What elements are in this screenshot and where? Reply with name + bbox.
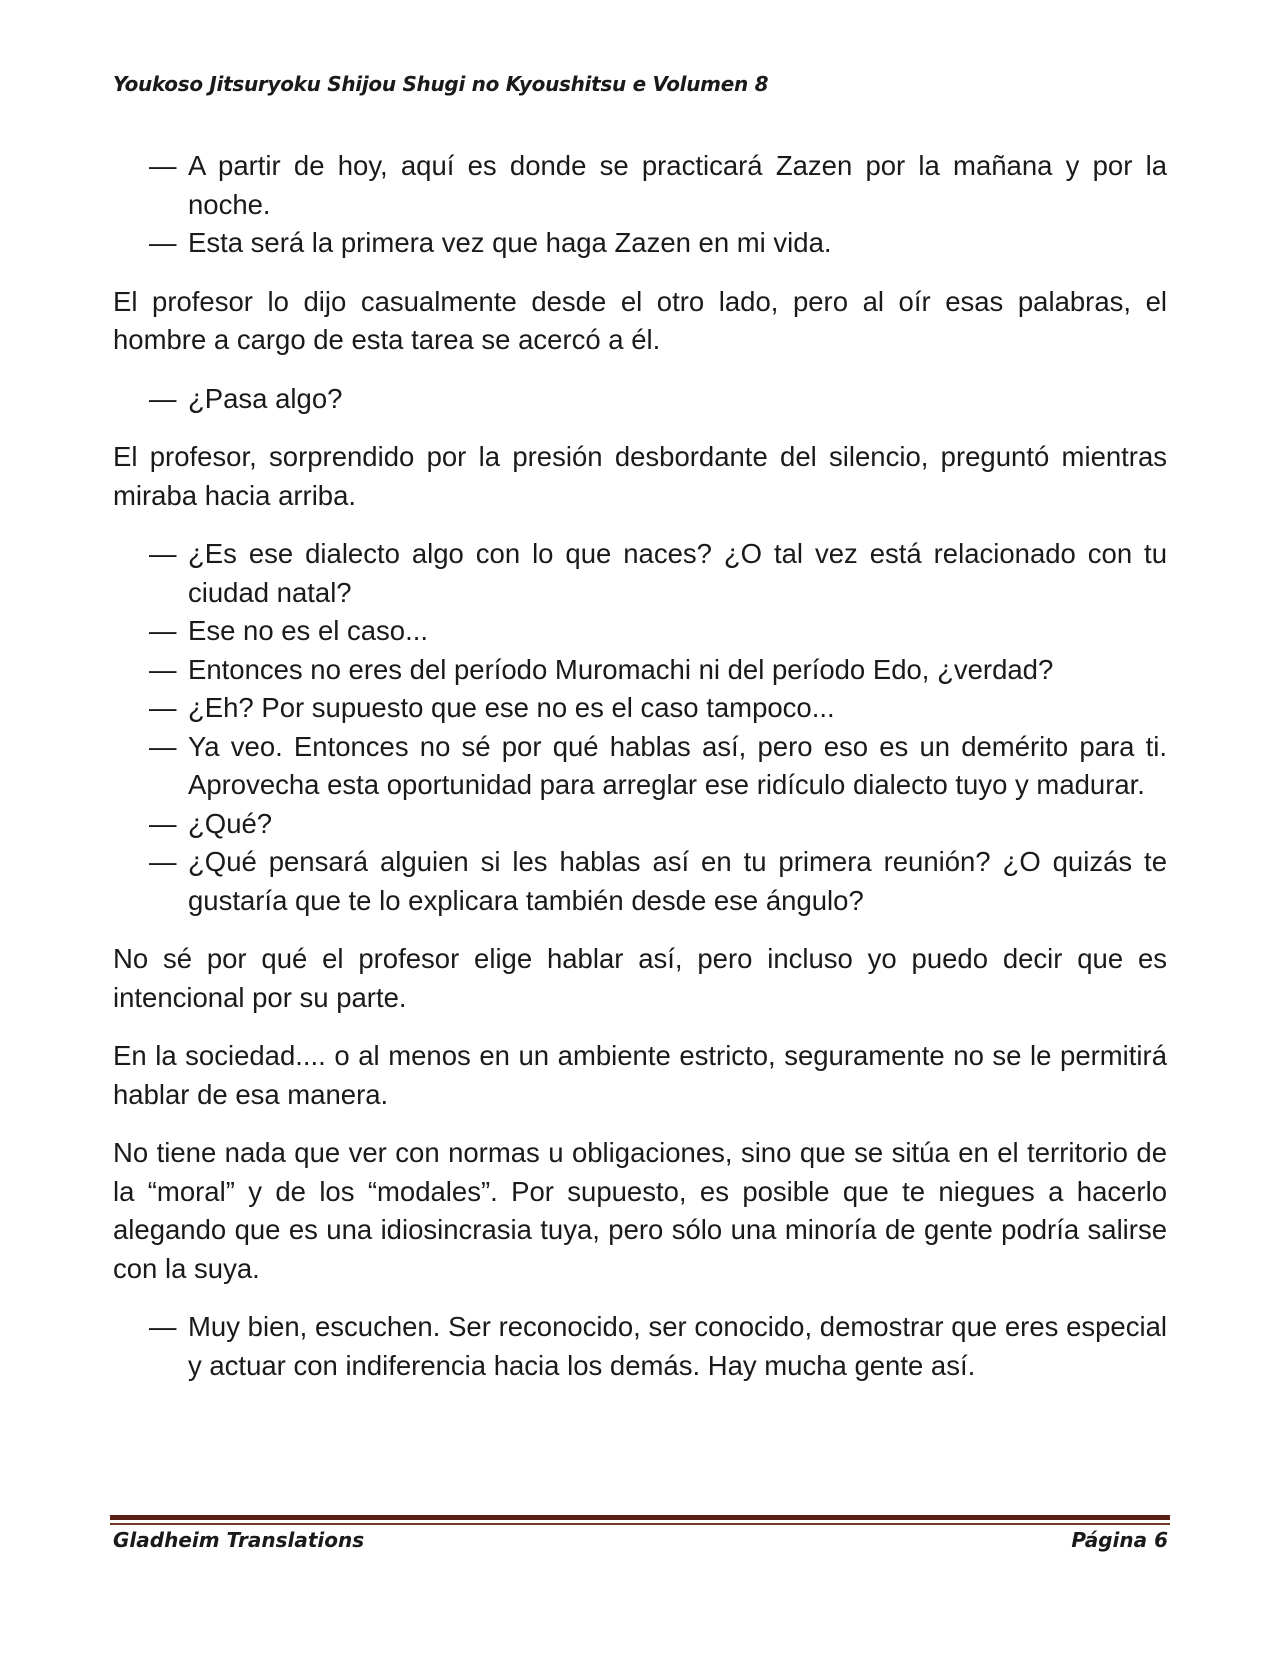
dialogue-line bbox=[113, 1308, 1167, 1385]
dialogue-line bbox=[113, 535, 1167, 612]
dialogue-dash: — bbox=[149, 227, 177, 258]
dialogue-dash: — bbox=[149, 692, 177, 723]
footer-divider-thin bbox=[110, 1523, 1170, 1525]
dialogue-line bbox=[113, 689, 1167, 728]
dialogue-line bbox=[113, 224, 1167, 263]
footer-publisher: Gladheim Translations bbox=[113, 1528, 365, 1552]
header-title: Youkoso Jitsuryoku Shijou Shugi no Kyoushitsu e Volumen 8 bbox=[113, 72, 769, 96]
dialogue-dash: — bbox=[149, 538, 177, 569]
dialogue-line bbox=[113, 380, 1167, 419]
dialogue-line bbox=[113, 843, 1167, 920]
dialogue-line bbox=[113, 805, 1167, 844]
dialogue-dash: — bbox=[149, 615, 177, 646]
paragraph: No sé por qué el profesor elige hablar así, pero incluso yo puedo decir que es intencional por su parte. bbox=[113, 943, 1167, 1013]
dialogue-text: Muy bien, escuchen. Ser reconocido, ser conocido, demostrar que eres especial y actuar con indiferencia hacia los demás. Hay mucha gente así. bbox=[188, 1311, 1167, 1381]
dialogue-dash: — bbox=[149, 846, 177, 877]
dialogue-group-3 bbox=[113, 535, 1167, 920]
paragraph: El profesor lo dijo casualmente desde el otro lado, pero al oír esas palabras, el hombre a cargo de esta tarea se acercó a él. bbox=[113, 285, 1167, 355]
dialogue-group-1 bbox=[113, 147, 1167, 263]
dialogue-text: ¿Pasa algo? bbox=[188, 382, 343, 414]
dialogue-text: Esta será la primera vez que haga Zazen en mi vida. bbox=[188, 227, 832, 258]
dialogue-text: Ese no es el caso... bbox=[188, 615, 428, 646]
dialogue-text: ¿Qué pensará alguien si les hablas así en tu primera reunión? ¿O quizás te gustaría que te lo explicara también desde ese ángulo? bbox=[188, 846, 1167, 916]
dialogue-line bbox=[113, 147, 1167, 224]
dialogue-dash: — bbox=[149, 1311, 177, 1342]
dialogue-line bbox=[113, 651, 1167, 690]
dialogue-dash: — bbox=[149, 150, 177, 181]
paragraph: El profesor, sorprendido por la presión desbordante del silencio, preguntó mientras miraba hacia arriba. bbox=[113, 441, 1167, 511]
paragraph: No tiene nada que ver con normas u obligaciones, sino que se sitúa en el territorio de la “moral” y de los “modales”. Por supuesto, es posible que te niegues a hacerlo alegando que es una idiosincrasia tuya, pero sólo una minoría de gente podría salirse con la suya. bbox=[113, 1137, 1167, 1284]
dialogue-group-2 bbox=[113, 380, 1167, 419]
dialogue-dash: — bbox=[149, 653, 177, 685]
dialogue-dash: — bbox=[149, 382, 177, 414]
dialogue-text: Ya veo. Entonces no sé por qué hablas así, pero eso es un demérito para ti. Aprovecha esta oportunidad para arreglar ese ridículo dialecto tuyo y madurar. bbox=[188, 730, 1167, 800]
footer-divider bbox=[110, 1515, 1170, 1520]
dialogue-dash: — bbox=[149, 730, 177, 762]
dialogue-dash: — bbox=[149, 807, 177, 839]
dialogue-text: Entonces no eres del período Muromachi ni del período Edo, ¿verdad? bbox=[188, 653, 1054, 685]
paragraph: En la sociedad.... o al menos en un ambiente estricto, seguramente no se le permitirá hablar de esa manera. bbox=[113, 1040, 1167, 1110]
dialogue-text: ¿Eh? Por supuesto que ese no es el caso tampoco... bbox=[188, 692, 835, 723]
footer-page-number: Página 6 bbox=[1071, 1528, 1168, 1552]
dialogue-line bbox=[113, 612, 1167, 651]
dialogue-group-4 bbox=[113, 1308, 1167, 1385]
page-content bbox=[113, 147, 1167, 1405]
dialogue-text: ¿Es ese dialecto algo con lo que naces? ¿O tal vez está relacionado con tu ciudad natal? bbox=[188, 538, 1167, 608]
dialogue-text: A partir de hoy, aquí es donde se practicará Zazen por la mañana y por la noche. bbox=[188, 150, 1167, 220]
dialogue-line bbox=[113, 728, 1167, 805]
dialogue-text: ¿Qué? bbox=[188, 807, 273, 839]
